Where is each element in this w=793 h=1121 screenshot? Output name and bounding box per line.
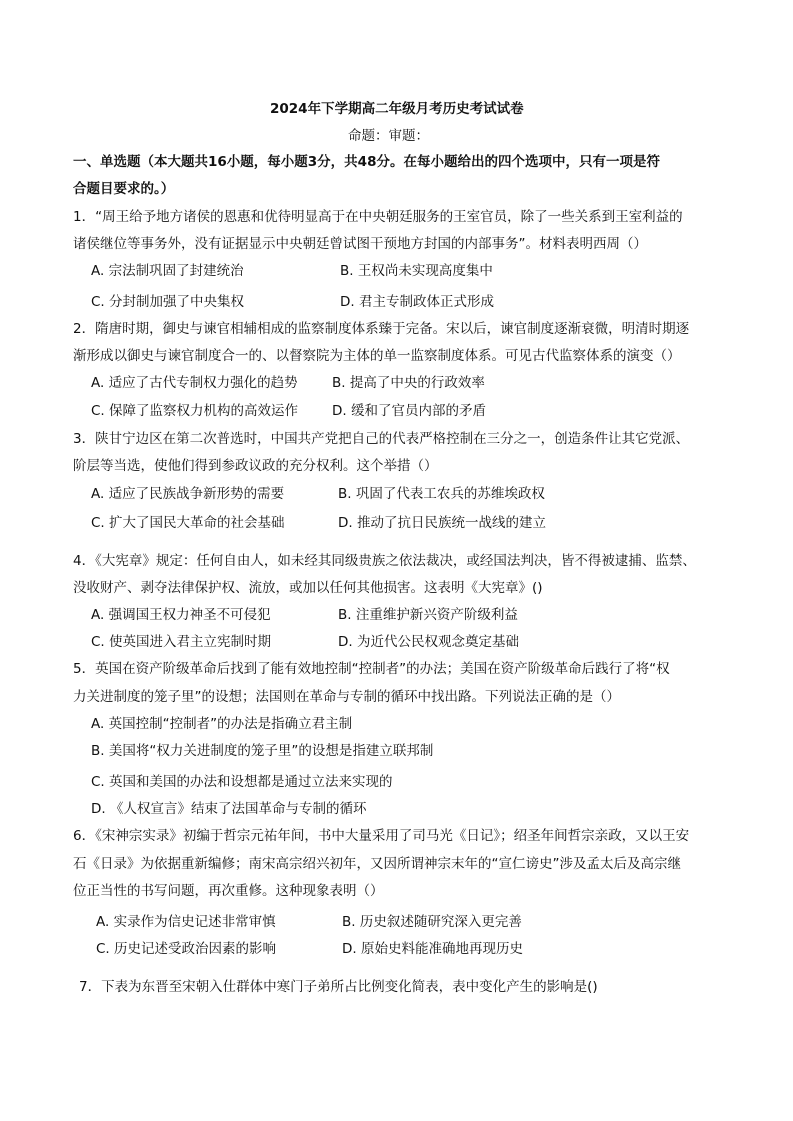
option-d: D. 为近代公民权观念奠定基础 — [338, 634, 519, 650]
question-stem: 位正当性的书写问题，再次重修。这种现象表明（） — [73, 883, 384, 899]
question-stem: 诸侯继位等事务外，没有证据显示中央朝廷曾试图干预地方封国的内部事务”。材料表明西周（） — [73, 236, 647, 252]
question-stem: 力关进制度的笼子里”的设想；法国则在革命与专制的循环中找出路。下列说法正确的是（） — [73, 689, 620, 705]
option-d: D. 原始史料能准确地再现历史 — [342, 941, 523, 957]
option-a: A. 英国控制“控制者”的办法是指确立君主制 — [91, 716, 353, 732]
option-b: B. 王权尚未实现高度集中 — [340, 263, 493, 279]
question-stem: 1．“周王给予地方诸侯的恩惠和优待明显高于在中央朝廷服务的王室官员，除了一些关系到王室利益的 — [73, 209, 683, 225]
option-b: B. 历史叙述随研究深入更完善 — [342, 914, 522, 930]
question-stem: 没收财产、剥夺法律保护权、流放，或加以任何其他损害。这表明《大宪章》() — [73, 580, 543, 596]
option-c: C. 扩大了国民大革命的社会基础 — [91, 515, 285, 531]
option-c: C. 分封制加强了中央集权 — [91, 294, 245, 310]
option-c: C. 历史记述受政治因素的影响 — [96, 941, 277, 957]
option-d: D. 推动了抗日民族统一战线的建立 — [338, 515, 546, 531]
question-stem: 4．《大宪章》规定：任何自由人，如未经其同级贵族之依法裁决，或经国法判决，皆不得被逮捕、监禁、 — [73, 553, 696, 569]
question-stem: 石《日录》为依据重新编修；南宋高宗绍兴初年，又因所谓神宗末年的“宣仁谤史”涉及孟太后及高宗继 — [73, 856, 681, 872]
option-c: C. 使英国进入君主立宪制时期 — [91, 634, 272, 650]
question-stem: 2．隋唐时期，御史与谏官相辅相成的监察制度体系臻于完备。宋以后，谏官制度逐渐衰微，明清时期逐 — [73, 321, 690, 337]
option-a: A. 宗法制巩固了封建统治 — [91, 263, 244, 279]
question-stem: 6．《宋神宗实录》初编于哲宗元祐年间，书中大量采用了司马光《日记》；绍圣年间哲宗亲政，又以王安 — [73, 828, 690, 844]
option-d: D. 《人权宣言》结束了法国革命与专制的循环 — [91, 801, 367, 817]
exam-title: 2024年下学期高二年级月考历史考试试卷 — [270, 101, 524, 117]
question-stem: 3．陕甘宁边区在第二次普选时，中国共产党把自己的代表严格控制在三分之一，创造条件让其它党派、 — [73, 431, 690, 447]
question-stem: 5．英国在资产阶级革命后找到了能有效地控制“控制者”的办法；美国在资产阶级革命后践行了将“权 — [73, 661, 670, 677]
option-b: B. 提高了中央的行政效率 — [332, 375, 485, 391]
option-a: A. 适应了古代专制权力强化的趋势 — [91, 375, 298, 391]
option-b: B. 美国将“权力关进制度的笼子里”的设想是指建立联邦制 — [91, 743, 434, 759]
option-b: B. 巩固了代表工农兵的苏维埃政权 — [338, 486, 545, 502]
option-c: C. 英国和美国的办法和设想都是通过立法来实现的 — [91, 774, 393, 790]
option-a: A. 实录作为信史记述非常审慎 — [96, 914, 276, 930]
option-a: A. 强调国王权力神圣不可侵犯 — [91, 607, 271, 623]
option-d: D. 缓和了官员内部的矛盾 — [332, 403, 486, 419]
question-stem: 渐形成以御史与谏官制度合一的、以督察院为主体的单一监察制度体系。可见古代监察体系的演变（） — [73, 348, 681, 364]
option-c: C. 保障了监察权力机构的高效运作 — [91, 403, 299, 419]
author-line: 命题：审题： — [348, 128, 429, 144]
option-d: D. 君主专制政体正式形成 — [340, 294, 494, 310]
section-heading: 一、单选题（本大题共16小题，每小题3分，共48分。在每小题给出的四个选项中，只有一项是符 — [73, 154, 660, 170]
option-a: A. 适应了民族战争新形势的需要 — [91, 486, 285, 502]
question-stem: 7．下表为东晋至宋朝入仕群体中寒门子弟所占比例变化简表，表中变化产生的影响是() — [79, 979, 598, 995]
option-b: B. 注重维护新兴资产阶级利益 — [338, 607, 518, 623]
section-heading-cont: 合题目要求的。） — [73, 181, 175, 197]
question-stem: 阶层等当选，使他们得到参政议政的充分权利。这个举措（） — [73, 458, 438, 474]
